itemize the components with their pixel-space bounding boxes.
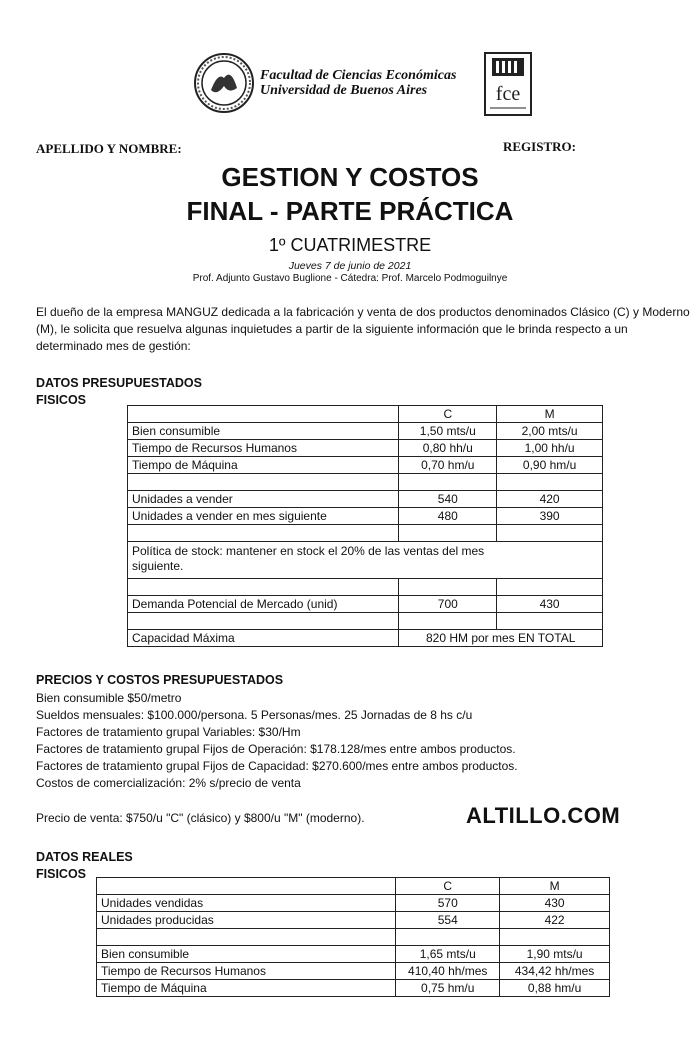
cell-m: 430 [500, 895, 610, 912]
sale-price-line: Precio de venta: $750/u "C" (clásico) y $800/u "M" (moderno). [36, 811, 365, 825]
table-row [128, 423, 603, 440]
cell-c: 700 [399, 596, 497, 613]
price-line: Sueldos mensuales: $100.000/persona. 5 Personas/mes. 25 Jornadas de 8 hs c/u [36, 708, 473, 722]
column-header-c: C [396, 878, 500, 895]
price-line: Factores de tratamiento grupal Fijos de Operación: $178.128/mes entre ambos productos. [36, 742, 516, 756]
column-header-c: C [399, 406, 497, 423]
exam-term: 1º CUATRIMESTRE [268, 235, 432, 255]
price-line: Factores de tratamiento grupal Variables: $30/Hm [36, 725, 301, 739]
real-subheading: FISICOS [36, 867, 87, 881]
price-line: Factores de tratamiento grupal Fijos de Capacidad: $270.600/mes entre ambos productos. [36, 759, 518, 773]
table-row [97, 946, 610, 963]
price-line: Bien consumible $50/metro [36, 691, 182, 705]
prices-heading: PRECIOS Y COSTOS PRESUPUESTADOS [36, 673, 284, 687]
stock-policy-text: Política de stock: mantener en stock el 20% de las ventas del mes siguiente. [132, 544, 485, 573]
spacer-row [128, 474, 603, 491]
name-label: APELLIDO Y NOMBRE: [36, 141, 182, 156]
row-label: Unidades vendidas [97, 895, 396, 912]
cell-m: 390 [497, 508, 603, 525]
column-header-m: M [500, 878, 610, 895]
cell-m: 434,42 hh/mes [500, 963, 610, 980]
table-header-row [97, 878, 610, 895]
registro-label: REGISTRO: [503, 139, 576, 154]
table-row [128, 457, 603, 474]
table-row [97, 912, 610, 929]
cell-c: 1,65 mts/u [396, 946, 500, 963]
cell-c: 480 [399, 508, 497, 525]
fce-logo-icon [484, 52, 532, 116]
institution-name [260, 68, 456, 98]
row-label: Tiempo de Máquina [97, 980, 396, 997]
row-label: Unidades producidas [97, 912, 396, 929]
cell-m: 422 [500, 912, 610, 929]
spacer-row [128, 525, 603, 542]
cell-m: 430 [497, 596, 603, 613]
cell-c: 554 [396, 912, 500, 929]
real-heading: DATOS REALES [36, 850, 133, 864]
cell-c: 1,50 mts/u [399, 423, 497, 440]
cell-m: 1,90 mts/u [500, 946, 610, 963]
exam-subtitle: FINAL - PARTE PRÁCTICA [186, 196, 514, 226]
price-line: Costos de comercialización: 2% s/precio de venta [36, 776, 301, 790]
fce-logo-text: fce [495, 83, 521, 105]
institution-line2: Universidad de Buenos Aires [260, 83, 428, 98]
spacer-row [128, 613, 603, 630]
cell-c: 0,70 hm/u [399, 457, 497, 474]
cell-m: 420 [497, 491, 603, 508]
row-label: Bien consumible [97, 946, 396, 963]
spacer-row [97, 929, 610, 946]
cell-c: 570 [396, 895, 500, 912]
intro-paragraph: El dueño de la empresa MANGUZ dedicada a la fabricación y venta de dos productos denominados Clásico (C) y Moderno (M), le solicita que resuelva algunas inquietudes a partir de la siguiente información que le brinda respecto a un determinado mes de gestión: [36, 305, 690, 353]
row-label: Demanda Potencial de Mercado (unid) [128, 596, 399, 613]
spacer-row [128, 579, 603, 596]
budget-table [127, 405, 603, 647]
cell-m: 1,00 hh/u [497, 440, 603, 457]
row-label: Tiempo de Máquina [128, 457, 399, 474]
row-label: Tiempo de Recursos Humanos [128, 440, 399, 457]
table-row [128, 440, 603, 457]
cell-total: 820 HM por mes EN TOTAL [399, 630, 603, 647]
row-label: Bien consumible [128, 423, 399, 440]
exam-title: GESTION Y COSTOS [221, 162, 479, 192]
row-label: Unidades a vender en mes siguiente [128, 508, 399, 525]
cell-c: 0,80 hh/u [399, 440, 497, 457]
exam-date: Jueves 7 de junio de 2021 [288, 260, 412, 272]
budget-subheading: FISICOS [36, 393, 87, 407]
table-row [97, 895, 610, 912]
cell-c: 540 [399, 491, 497, 508]
exam-professors: Prof. Adjunto Gustavo Buglione - Cátedra: Prof. Marcelo Podmoguilnye [192, 273, 508, 284]
university-seal-icon [193, 52, 255, 114]
table-row [128, 508, 603, 525]
cell-c: 0,75 hm/u [396, 980, 500, 997]
table-row [97, 963, 610, 980]
cell-m: 2,00 mts/u [497, 423, 603, 440]
cell-c: 410,40 hh/mes [396, 963, 500, 980]
table-row [128, 491, 603, 508]
column-header-m: M [497, 406, 603, 423]
budget-heading: DATOS PRESUPUESTADOS [36, 376, 202, 390]
cell-m: 0,90 hm/u [497, 457, 603, 474]
watermark-logo: ALTILLO.COM [466, 803, 621, 828]
row-label: Capacidad Máxima [128, 630, 399, 647]
table-row [128, 596, 603, 613]
row-label: Tiempo de Recursos Humanos [97, 963, 396, 980]
cell-m: 0,88 hm/u [500, 980, 610, 997]
table-row [97, 980, 610, 997]
table-row [128, 630, 603, 647]
row-label: Unidades a vender [128, 491, 399, 508]
institution-line1: Facultad de Ciencias Económicas [260, 68, 457, 83]
policy-row [128, 542, 603, 579]
real-table [96, 877, 610, 997]
table-header-row [128, 406, 603, 423]
